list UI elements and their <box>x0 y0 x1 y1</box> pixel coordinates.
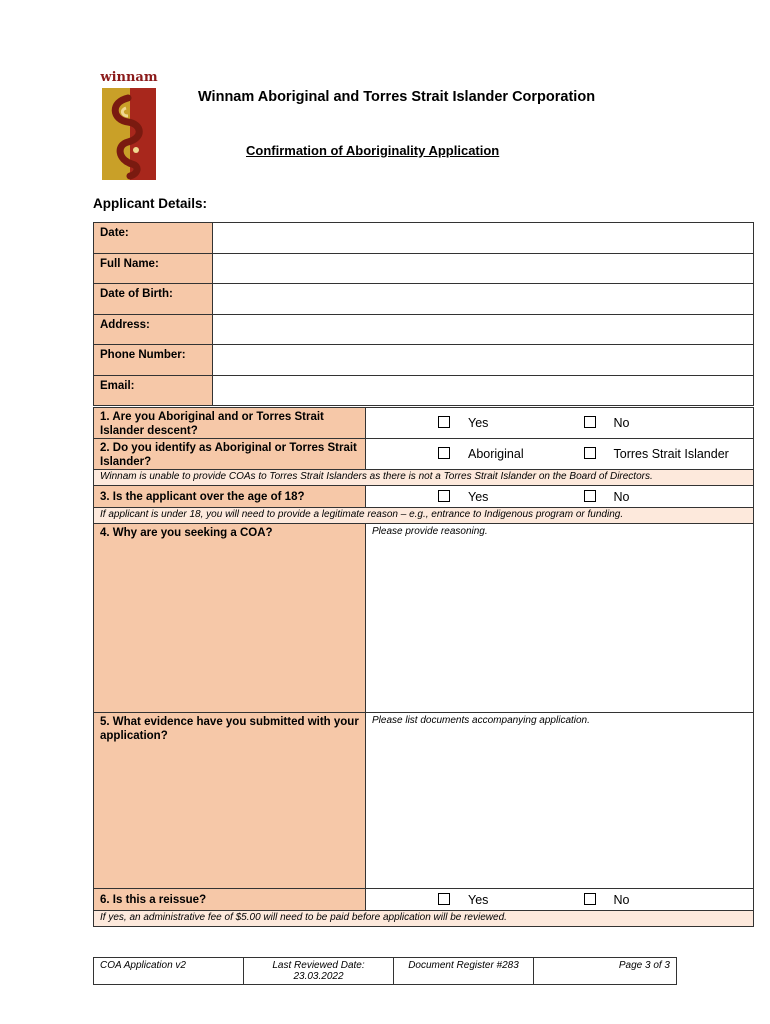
footer-page-number: Page 3 of 3 <box>534 958 677 985</box>
q1-yes-label: Yes <box>468 416 489 430</box>
form-title: Confirmation of Aboriginality Application <box>246 143 500 158</box>
q1-yes-option[interactable] <box>366 408 508 439</box>
q2-tsi-label: Torres Strait Islander <box>613 447 729 461</box>
age-note: If applicant is under 18, you will need to provide a legitimate reason – e.g., entrance to Indigenous program or funding. <box>94 508 754 524</box>
q1-no-label: No <box>613 416 630 430</box>
input-date[interactable] <box>213 223 754 254</box>
q3-no-checkbox[interactable] <box>584 490 596 502</box>
q2-tsi-checkbox[interactable] <box>584 447 596 459</box>
tsi-note: Winnam is unable to provide COAs to Torres Strait Islanders as there is not a Torres Strait Islander on the Board of Directors. <box>94 470 754 486</box>
q6-no-checkbox[interactable] <box>584 893 596 905</box>
row-q5 <box>94 713 754 889</box>
q6-label: 6. Is this a reissue? <box>94 889 366 911</box>
q3-label: 3. Is the applicant over the age of 18? <box>94 486 366 508</box>
label-address: Address: <box>94 314 213 345</box>
input-phone-number[interactable] <box>213 345 754 376</box>
footer-table <box>93 957 677 985</box>
logo-wordmark: winnam <box>100 70 158 85</box>
row-q2 <box>94 439 754 470</box>
fee-note: If yes, an administrative fee of $5.00 will need to be paid before application will be reviewed. <box>94 911 754 927</box>
q6-yes-option[interactable] <box>366 889 508 911</box>
q4-hint: Please provide reasoning. <box>372 526 488 537</box>
footer-document-register: Document Register #283 <box>394 958 534 985</box>
q2-aboriginal-option[interactable] <box>366 439 524 470</box>
q1-no-option[interactable] <box>508 408 754 439</box>
row-note-age <box>94 508 754 524</box>
winnam-logo <box>92 68 166 180</box>
q5-hint: Please list documents accompanying application. <box>372 715 590 726</box>
footer-reviewed-date: Last Reviewed Date: 23.03.2022 <box>244 958 394 985</box>
q3-yes-checkbox[interactable] <box>438 490 450 502</box>
q6-no-label: No <box>613 892 630 907</box>
row-q3 <box>94 486 754 508</box>
q3-yes-option[interactable] <box>366 486 508 508</box>
q2-label: 2. Do you identify as Aboriginal or Torres Strait Islander? <box>94 439 366 470</box>
q5-label: 5. What evidence have you submitted with your application? <box>94 713 366 889</box>
q2-aboriginal-checkbox[interactable] <box>438 447 450 459</box>
label-date: Date: <box>94 223 213 254</box>
q6-no-option[interactable] <box>508 889 754 911</box>
q4-label: 4. Why are you seeking a COA? <box>94 524 366 713</box>
row-note-fee <box>94 911 754 927</box>
q1-yes-checkbox[interactable] <box>438 416 450 428</box>
label-date-of-birth: Date of Birth: <box>94 284 213 315</box>
input-date-of-birth[interactable] <box>213 284 754 315</box>
footer-version: COA Application v2 <box>94 958 244 985</box>
org-title: Winnam Aboriginal and Torres Strait Islander Corporation <box>198 89 596 105</box>
input-address[interactable] <box>213 314 754 345</box>
q6-yes-label: Yes <box>468 892 489 907</box>
q4-answer-area[interactable] <box>366 524 754 713</box>
q1-label: 1. Are you Aboriginal and or Torres Strait Islander descent? <box>94 408 366 439</box>
q3-no-option[interactable] <box>508 486 754 508</box>
q2-tsi-option[interactable] <box>508 439 754 470</box>
row-email <box>94 375 754 406</box>
applicant-details-table <box>93 222 754 406</box>
row-full-name <box>94 253 754 284</box>
q3-no-label: No <box>613 489 630 504</box>
applicant-details-heading: Applicant Details: <box>93 196 208 211</box>
q2-aboriginal-label: Aboriginal <box>468 447 524 461</box>
q6-yes-checkbox[interactable] <box>438 893 450 905</box>
row-q1 <box>94 408 754 439</box>
input-full-name[interactable] <box>213 253 754 284</box>
q1-no-checkbox[interactable] <box>584 416 596 428</box>
input-email[interactable] <box>213 375 754 406</box>
label-full-name: Full Name: <box>94 253 213 284</box>
row-address <box>94 314 754 345</box>
label-email: Email: <box>94 375 213 406</box>
q5-answer-area[interactable] <box>366 713 754 889</box>
row-q6 <box>94 889 754 911</box>
row-q4 <box>94 524 754 713</box>
row-date <box>94 223 754 254</box>
q3-yes-label: Yes <box>468 489 489 504</box>
label-phone-number: Phone Number: <box>94 345 213 376</box>
row-note-tsi <box>94 470 754 486</box>
questions-table <box>93 407 754 927</box>
row-phone <box>94 345 754 376</box>
row-dob <box>94 284 754 315</box>
